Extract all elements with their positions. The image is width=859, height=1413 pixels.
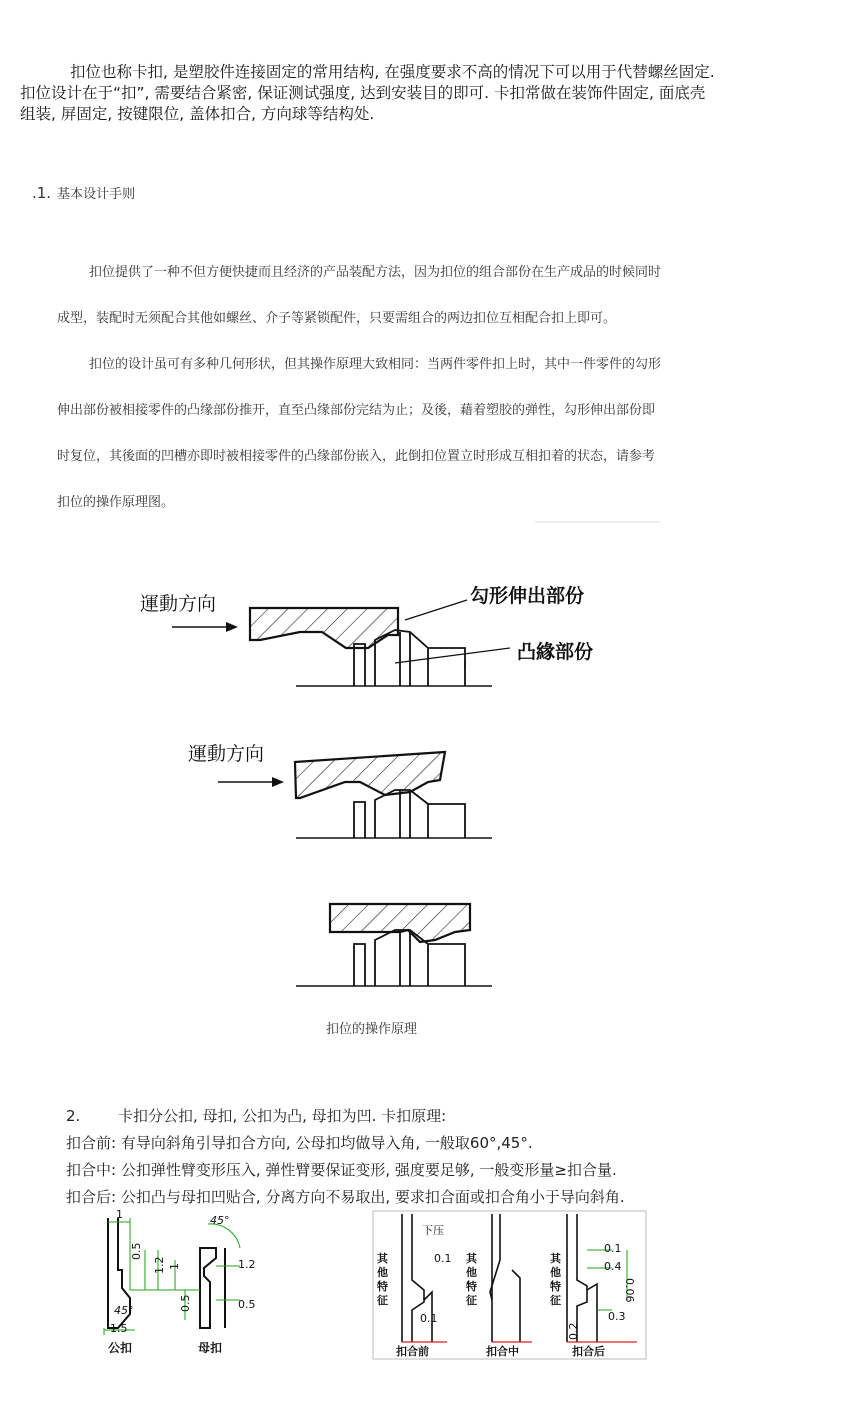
section-1-title: 基本设计手则 (57, 187, 136, 202)
intro-paragraph (20, 62, 820, 125)
other-feature-char: 征 (550, 1294, 561, 1307)
dim-label: 1.2 (238, 1258, 256, 1271)
other-feature-char: 其 (377, 1252, 388, 1265)
intro-line-1: 扣位也称卡扣, 是塑胶件连接固定的常用结构, 在强度要求不高的情况下可以用于代替螺丝固定. (70, 63, 715, 81)
snap-stages-figure (372, 1210, 647, 1360)
dim-label: 0.4 (604, 1260, 622, 1273)
dim-label: 0.1 (604, 1242, 622, 1255)
female-snap-label: 母扣 (198, 1341, 223, 1355)
dim-label: 0.06 (623, 1278, 636, 1303)
stage-1-diagram (140, 584, 593, 686)
section-1-body (57, 250, 737, 526)
body-line: 扣位提供了一种不但方便快捷而且经济的产品装配方法，因为扣位的组合部份在生产成品的时候同时 (89, 265, 662, 280)
dim-label: 1.2 (153, 1256, 166, 1274)
snap-dimension-figure (90, 1210, 290, 1360)
dim-label: 0.2 (567, 1322, 580, 1340)
dim-label: 0.5 (179, 1294, 192, 1312)
dim-label: 1 (168, 1263, 181, 1270)
motion-direction-label-2: 運動方向 (188, 743, 265, 765)
after-label: 扣合后 (572, 1345, 605, 1358)
other-feature-char: 他 (550, 1266, 561, 1279)
body-line: 成型，装配时无须配合其他如螺丝、介子等紧锁配件，只要需组合的两边扣位互相配合扣上即可。 (57, 311, 617, 326)
intro-line-3: 组装, 屏固定, 按键限位, 盖体扣合, 方向球等结构处. (20, 105, 375, 123)
dim-label: 0.5 (238, 1298, 256, 1311)
dim-label: 0.5 (130, 1242, 143, 1260)
dim-label: 0.1 (420, 1312, 438, 1325)
other-feature-char: 征 (377, 1294, 388, 1307)
during-label: 扣合中 (486, 1345, 519, 1358)
body-line: 扣位的操作原理图。 (57, 495, 175, 510)
other-feature-char: 特 (466, 1280, 477, 1293)
before-label: 扣合前 (396, 1345, 429, 1358)
dim-label: 45° (114, 1304, 134, 1317)
stage-3-diagram (296, 904, 492, 986)
motion-direction-label: 運動方向 (140, 593, 217, 615)
other-feature-char: 特 (550, 1280, 561, 1293)
other-feature-char: 征 (466, 1294, 477, 1307)
section-1-heading (32, 183, 135, 202)
body-line: 伸出部份被相接零件的凸缘部份推开，直至凸缘部份完结为止；及後，藉着塑胶的弹性，勾形伸出部份即 (57, 403, 656, 418)
dim-label: 0.3 (608, 1310, 626, 1323)
section-2-number: 2. (66, 1107, 81, 1125)
other-feature-char: 其 (550, 1252, 561, 1265)
press-label: 下压 (422, 1224, 444, 1237)
other-feature-char: 特 (377, 1280, 388, 1293)
other-feature-char: 他 (377, 1266, 388, 1279)
dim-label: 0.1 (434, 1252, 452, 1265)
body-line: 扣位的设计虽可有多种几何形状，但其操作原理大致相同：当两件零件扣上时，其中一件零件的勾形 (89, 357, 662, 372)
section-2 (66, 1103, 846, 1211)
snap-principle-figure (0, 520, 859, 1010)
section-1-number: .1. (32, 184, 52, 202)
dim-label: 1 (116, 1210, 123, 1221)
figure-1-caption: 扣位的操作原理 (326, 1022, 418, 1037)
section-2-line-4: 扣合后: 公扣凸与母扣凹贴合, 分离方向不易取出, 要求扣合面或扣合角小于导向斜角. (66, 1188, 625, 1206)
other-feature-char: 他 (466, 1266, 477, 1279)
other-feature-char: 其 (466, 1252, 477, 1265)
stage-2-diagram (188, 743, 492, 838)
hook-label: 勾形伸出部份 (470, 585, 585, 607)
dim-label: 1.5 (110, 1322, 128, 1335)
body-line: 时复位，其後面的凹槽亦即时被相接零件的凸缘部份嵌入，此倒扣位置立时形成互相扣着的状态，请参考 (57, 449, 656, 464)
dim-label: 45° (210, 1214, 230, 1227)
section-2-line-1: 卡扣分公扣, 母扣, 公扣为凸, 母扣为凹. 卡扣原理: (118, 1107, 447, 1125)
intro-line-2: 扣位设计在于“扣”, 需要结合紧密, 保证测试强度, 达到安装目的即可. 卡扣常做在装饰件固定, 面底壳 (20, 84, 706, 102)
flange-label: 凸緣部份 (517, 641, 594, 663)
section-2-line-2: 扣合前: 有导向斜角引导扣合方向, 公母扣均做导入角, 一般取60°,45°. (66, 1134, 533, 1152)
male-snap-label: 公扣 (108, 1341, 133, 1355)
section-2-line-3: 扣合中: 公扣弹性臂变形压入, 弹性臂要保证变形, 强度要足够, 一般变形量≥扣合量. (66, 1161, 617, 1179)
